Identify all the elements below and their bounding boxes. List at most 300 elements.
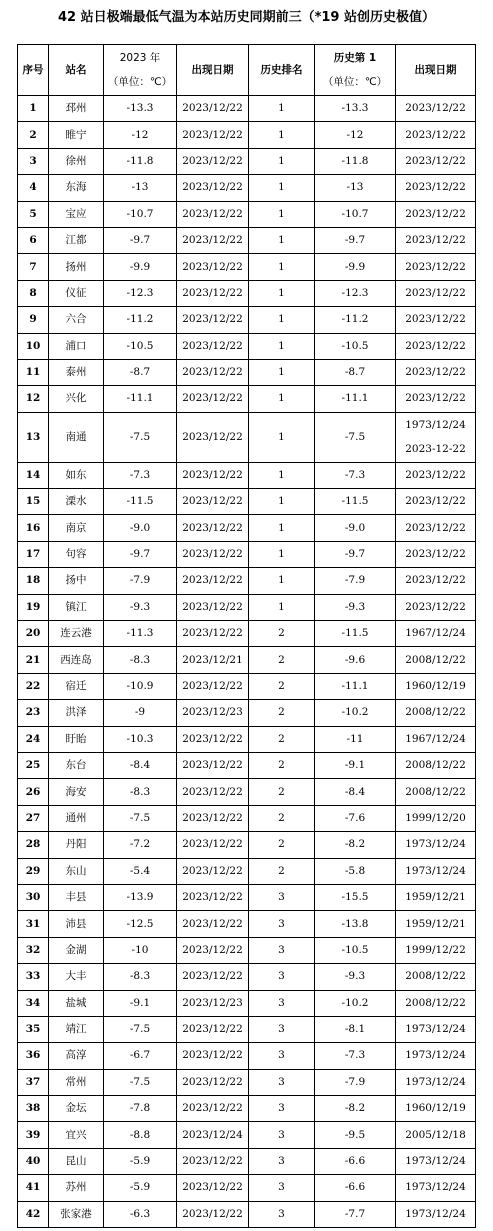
cell-station: 苏州 (49, 1175, 104, 1201)
cell-hist-date: 1959/12/21 (396, 911, 476, 937)
cell-date: 2023/12/22 (177, 673, 249, 699)
cell-hist-value: -11 (315, 726, 396, 752)
cell-hist-value: -11.5 (315, 489, 396, 515)
cell-station: 大丰 (49, 964, 104, 990)
cell-hist-date: 1973/12/24 (396, 1148, 476, 1174)
cell-2023-value: -13 (104, 175, 177, 201)
table-row (18, 673, 476, 699)
cell-2023-value: -9.3 (104, 594, 177, 620)
cell-2023-value: -7.5 (104, 1016, 177, 1042)
header-name: 站名 (49, 45, 104, 96)
cell-2023-value: -6.3 (104, 1201, 177, 1227)
header-seq: 序号 (18, 45, 49, 96)
cell-2023-value: -11.3 (104, 621, 177, 647)
table-row (18, 568, 476, 594)
table-row (18, 911, 476, 937)
table-row (18, 489, 476, 515)
cell-2023-value: -10.9 (104, 673, 177, 699)
cell-hist-date: 1973/12/24 (396, 832, 476, 858)
cell-hist-value: -10.5 (315, 333, 396, 359)
cell-seq: 30 (18, 884, 49, 910)
cell-hist-value: -7.9 (315, 1069, 396, 1095)
cell-rank: 1 (249, 412, 315, 462)
cell-2023-value: -11.5 (104, 489, 177, 515)
cell-hist-date: 1967/12/24 (396, 726, 476, 752)
cell-hist-value: -7.3 (315, 462, 396, 488)
cell-station: 海安 (49, 779, 104, 805)
cell-hist-date: 2008/12/22 (396, 990, 476, 1016)
cell-hist-value: -11.1 (315, 673, 396, 699)
cell-rank: 1 (249, 254, 315, 280)
cell-rank: 2 (249, 832, 315, 858)
cell-station: 睢宁 (49, 122, 104, 148)
cell-date: 2023/12/23 (177, 990, 249, 1016)
header-rank: 历史排名 (249, 45, 315, 96)
cell-2023-value: -10.5 (104, 333, 177, 359)
table-row (18, 1201, 476, 1227)
table-row (18, 386, 476, 412)
cell-station: 昆山 (49, 1148, 104, 1174)
cell-rank: 1 (249, 333, 315, 359)
cell-seq: 5 (18, 201, 49, 227)
table-row (18, 1148, 476, 1174)
cell-2023-value: -10 (104, 937, 177, 963)
cell-hist-date: 1967/12/24 (396, 621, 476, 647)
cell-seq: 38 (18, 1096, 49, 1122)
cell-date: 2023/12/22 (177, 964, 249, 990)
cell-seq: 37 (18, 1069, 49, 1095)
cell-hist-date: 2023/12/22 (396, 386, 476, 412)
cell-hist-value: -10.2 (315, 700, 396, 726)
cell-date: 2023/12/21 (177, 647, 249, 673)
cell-date: 2023/12/22 (177, 412, 249, 462)
table-row (18, 541, 476, 567)
cell-rank: 3 (249, 1043, 315, 1069)
table-row (18, 462, 476, 488)
cell-date: 2023/12/22 (177, 96, 249, 122)
cell-2023-value: -9 (104, 700, 177, 726)
cell-hist-value: -9.6 (315, 647, 396, 673)
cell-2023-value: -10.7 (104, 201, 177, 227)
cell-seq: 29 (18, 858, 49, 884)
cell-station: 金湖 (49, 937, 104, 963)
cell-date: 2023/12/22 (177, 937, 249, 963)
header-hist-date: 出现日期 (396, 45, 476, 96)
header-hist-line1: 历史第 1 (333, 52, 377, 64)
cell-date: 2023/12/24 (177, 1122, 249, 1148)
cell-rank: 1 (249, 541, 315, 567)
cell-seq: 15 (18, 489, 49, 515)
cell-hist-date: 1999/12/20 (396, 805, 476, 831)
cell-hist-date: 2008/12/22 (396, 752, 476, 778)
cell-hist-value: -7.7 (315, 1201, 396, 1227)
cell-seq: 42 (18, 1201, 49, 1227)
cell-hist-date: 1973/12/24 (396, 1069, 476, 1095)
document-title: 42 站日极端最低气温为本站历史同期前三（*19 站创历史极值） (57, 10, 436, 25)
cell-hist-date: 2005/12/18 (396, 1122, 476, 1148)
header-2023 (104, 45, 177, 96)
cell-rank: 1 (249, 148, 315, 174)
cell-station: 洪泽 (49, 700, 104, 726)
cell-rank: 3 (249, 1201, 315, 1227)
cell-seq: 25 (18, 752, 49, 778)
cell-seq: 41 (18, 1175, 49, 1201)
cell-2023-value: -11.2 (104, 307, 177, 333)
cell-hist-value: -10.5 (315, 937, 396, 963)
cell-hist-value: -13 (315, 175, 396, 201)
cell-rank: 1 (249, 568, 315, 594)
cell-2023-value: -8.4 (104, 752, 177, 778)
cell-rank: 1 (249, 386, 315, 412)
cell-2023-value: -12.3 (104, 280, 177, 306)
cell-seq: 31 (18, 911, 49, 937)
cell-station: 溧水 (49, 489, 104, 515)
table-row (18, 1122, 476, 1148)
table-row (18, 858, 476, 884)
cell-date: 2023/12/22 (177, 1096, 249, 1122)
cell-seq: 23 (18, 700, 49, 726)
cell-date: 2023/12/22 (177, 462, 249, 488)
cell-rank: 3 (249, 1148, 315, 1174)
cell-hist-value: -15.5 (315, 884, 396, 910)
cell-hist-date: 2023/12/22 (396, 148, 476, 174)
cell-date: 2023/12/22 (177, 726, 249, 752)
table-row (18, 1069, 476, 1095)
cell-seq: 27 (18, 805, 49, 831)
cell-station: 南通 (49, 412, 104, 462)
cell-rank: 3 (249, 1069, 315, 1095)
cell-date: 2023/12/22 (177, 911, 249, 937)
cell-hist-value: -11.2 (315, 307, 396, 333)
cell-hist-date: 2023/12/22 (396, 280, 476, 306)
cell-hist-date: 2023/12/22 (396, 333, 476, 359)
cell-rank: 3 (249, 1016, 315, 1042)
table-row (18, 1043, 476, 1069)
cell-hist-date: 1973/12/24 (396, 1016, 476, 1042)
table-body (18, 96, 476, 1228)
cell-hist-date-line: 1973/12/24 (405, 419, 466, 432)
cell-date: 2023/12/22 (177, 489, 249, 515)
cell-date: 2023/12/22 (177, 515, 249, 541)
cell-station: 仪征 (49, 280, 104, 306)
table-row (18, 227, 476, 253)
cell-2023-value: -7.5 (104, 412, 177, 462)
cell-station: 丹阳 (49, 832, 104, 858)
cell-date: 2023/12/22 (177, 201, 249, 227)
cell-station: 宿迁 (49, 673, 104, 699)
cell-seq: 24 (18, 726, 49, 752)
cell-date: 2023/12/22 (177, 621, 249, 647)
cell-hist-value: -9.0 (315, 515, 396, 541)
cell-rank: 1 (249, 280, 315, 306)
cell-hist-date: 1960/12/19 (396, 673, 476, 699)
cell-seq: 26 (18, 779, 49, 805)
cell-rank: 2 (249, 805, 315, 831)
cell-2023-value: -9.9 (104, 254, 177, 280)
header-date: 出现日期 (177, 45, 249, 96)
cell-hist-value: -8.4 (315, 779, 396, 805)
cell-station: 徐州 (49, 148, 104, 174)
cell-hist-value: -6.6 (315, 1175, 396, 1201)
cell-station: 靖江 (49, 1016, 104, 1042)
cell-station: 六合 (49, 307, 104, 333)
cell-hist-value: -9.3 (315, 594, 396, 620)
cell-hist-value: -9.7 (315, 227, 396, 253)
cell-rank: 1 (249, 307, 315, 333)
cell-date: 2023/12/22 (177, 752, 249, 778)
cell-rank: 3 (249, 937, 315, 963)
cell-station: 常州 (49, 1069, 104, 1095)
cell-hist-date: 1959/12/21 (396, 884, 476, 910)
cell-rank: 1 (249, 462, 315, 488)
cell-seq: 4 (18, 175, 49, 201)
cell-rank: 2 (249, 647, 315, 673)
cell-date: 2023/12/22 (177, 280, 249, 306)
table-row (18, 1096, 476, 1122)
cell-hist-date: 2008/12/22 (396, 964, 476, 990)
cell-hist-value: -7.3 (315, 1043, 396, 1069)
cell-station: 高淳 (49, 1043, 104, 1069)
cell-rank: 1 (249, 175, 315, 201)
cell-hist-value: -9.3 (315, 964, 396, 990)
cell-hist-value: -11.5 (315, 621, 396, 647)
table-row (18, 515, 476, 541)
cell-2023-value: -12 (104, 122, 177, 148)
cell-rank: 2 (249, 700, 315, 726)
cell-station: 西连岛 (49, 647, 104, 673)
cell-hist-value: -13.3 (315, 96, 396, 122)
table-row (18, 412, 476, 462)
cell-2023-value: -7.9 (104, 568, 177, 594)
cell-seq: 18 (18, 568, 49, 594)
cell-station: 丰县 (49, 884, 104, 910)
cell-hist-date: 2023/12/22 (396, 541, 476, 567)
cell-seq: 17 (18, 541, 49, 567)
cell-hist-date: 2023/12/22 (396, 462, 476, 488)
cell-date: 2023/12/22 (177, 333, 249, 359)
cell-2023-value: -11.8 (104, 148, 177, 174)
cell-hist-value: -10.7 (315, 201, 396, 227)
cell-rank: 2 (249, 673, 315, 699)
cell-hist-date: 2023/12/22 (396, 489, 476, 515)
table-row (18, 1175, 476, 1201)
table-row (18, 175, 476, 201)
cell-hist-date: 2023/12/22 (396, 568, 476, 594)
table-row (18, 1016, 476, 1042)
cell-date: 2023/12/22 (177, 858, 249, 884)
cell-rank: 1 (249, 227, 315, 253)
cell-hist-date (396, 412, 476, 462)
cell-hist-value: -10.2 (315, 990, 396, 1016)
cell-seq: 21 (18, 647, 49, 673)
cell-seq: 1 (18, 96, 49, 122)
cell-hist-date: 2023/12/22 (396, 201, 476, 227)
cell-hist-date: 2008/12/22 (396, 700, 476, 726)
cell-station: 句容 (49, 541, 104, 567)
cell-hist-date: 2023/12/22 (396, 594, 476, 620)
cell-hist-value: -7.9 (315, 568, 396, 594)
cell-hist-date: 2023/12/22 (396, 175, 476, 201)
cell-seq: 19 (18, 594, 49, 620)
header-2023-line1: 2023 年 (119, 52, 161, 64)
cell-seq: 7 (18, 254, 49, 280)
cell-station: 兴化 (49, 386, 104, 412)
table-row (18, 333, 476, 359)
cell-date: 2023/12/22 (177, 227, 249, 253)
cell-station: 泰州 (49, 359, 104, 385)
cell-2023-value: -11.1 (104, 386, 177, 412)
cell-rank: 3 (249, 1096, 315, 1122)
cell-rank: 3 (249, 964, 315, 990)
cell-hist-value: -13.8 (315, 911, 396, 937)
cell-seq: 36 (18, 1043, 49, 1069)
cell-station: 东山 (49, 858, 104, 884)
cell-2023-value: -9.7 (104, 541, 177, 567)
cell-rank: 3 (249, 884, 315, 910)
cell-hist-date: 1973/12/24 (396, 1201, 476, 1227)
cell-seq: 35 (18, 1016, 49, 1042)
cell-station: 宝应 (49, 201, 104, 227)
table-row (18, 805, 476, 831)
cell-rank: 1 (249, 594, 315, 620)
cell-hist-date: 2023/12/22 (396, 307, 476, 333)
cell-seq: 11 (18, 359, 49, 385)
header-2023-line2: （单位：℃） (107, 76, 173, 88)
cell-date: 2023/12/22 (177, 568, 249, 594)
cell-hist-date: 2023/12/22 (396, 96, 476, 122)
cell-rank: 1 (249, 122, 315, 148)
table-row (18, 700, 476, 726)
table-row (18, 359, 476, 385)
cell-hist-value: -8.7 (315, 359, 396, 385)
cell-seq: 28 (18, 832, 49, 858)
cell-date: 2023/12/22 (177, 1148, 249, 1174)
cell-2023-value: -7.5 (104, 1069, 177, 1095)
table-row (18, 621, 476, 647)
cell-date: 2023/12/22 (177, 594, 249, 620)
cell-seq: 32 (18, 937, 49, 963)
cell-seq: 39 (18, 1122, 49, 1148)
cell-date: 2023/12/22 (177, 1069, 249, 1095)
cell-seq: 22 (18, 673, 49, 699)
cell-date: 2023/12/22 (177, 1201, 249, 1227)
cell-seq: 8 (18, 280, 49, 306)
cell-date: 2023/12/22 (177, 1016, 249, 1042)
cell-seq: 16 (18, 515, 49, 541)
cell-hist-value: -9.1 (315, 752, 396, 778)
cell-station: 江都 (49, 227, 104, 253)
cell-seq: 6 (18, 227, 49, 253)
cell-2023-value: -7.3 (104, 462, 177, 488)
cell-2023-value: -13.9 (104, 884, 177, 910)
cell-station: 镇江 (49, 594, 104, 620)
cell-hist-value: -7.5 (315, 412, 396, 462)
header-hist-line2: （单位：℃） (322, 76, 388, 88)
cell-hist-value: -5.8 (315, 858, 396, 884)
cell-seq: 10 (18, 333, 49, 359)
cell-seq: 20 (18, 621, 49, 647)
cell-rank: 2 (249, 726, 315, 752)
cell-2023-value: -7.5 (104, 805, 177, 831)
table-row (18, 122, 476, 148)
cell-date: 2023/12/22 (177, 359, 249, 385)
cell-station: 金坛 (49, 1096, 104, 1122)
cell-station: 东台 (49, 752, 104, 778)
cell-date: 2023/12/22 (177, 1175, 249, 1201)
cell-rank: 2 (249, 858, 315, 884)
cell-station: 浦口 (49, 333, 104, 359)
cell-date: 2023/12/23 (177, 700, 249, 726)
table-row (18, 96, 476, 122)
cell-seq: 34 (18, 990, 49, 1016)
cell-2023-value: -10.3 (104, 726, 177, 752)
cell-hist-date: 2008/12/22 (396, 647, 476, 673)
cell-hist-date: 1960/12/19 (396, 1096, 476, 1122)
cell-hist-value: -12.3 (315, 280, 396, 306)
cell-hist-date: 2023/12/22 (396, 122, 476, 148)
cell-date: 2023/12/22 (177, 175, 249, 201)
table-row (18, 726, 476, 752)
table-row (18, 307, 476, 333)
table-row (18, 148, 476, 174)
cell-hist-value: -9.7 (315, 541, 396, 567)
cell-2023-value: -8.3 (104, 779, 177, 805)
cell-station: 如东 (49, 462, 104, 488)
cell-station: 邳州 (49, 96, 104, 122)
cell-hist-date: 1999/12/22 (396, 937, 476, 963)
cell-station: 盐城 (49, 990, 104, 1016)
cell-station: 南京 (49, 515, 104, 541)
cell-date: 2023/12/22 (177, 1043, 249, 1069)
cell-seq: 40 (18, 1148, 49, 1174)
table-row (18, 254, 476, 280)
table-row (18, 990, 476, 1016)
cell-station: 通州 (49, 805, 104, 831)
cell-hist-value: -8.2 (315, 832, 396, 858)
table-row (18, 964, 476, 990)
cell-station: 东海 (49, 175, 104, 201)
cell-rank: 1 (249, 489, 315, 515)
cell-hist-date: 2023/12/22 (396, 359, 476, 385)
cell-hist-value: -9.9 (315, 254, 396, 280)
cell-hist-date: 1973/12/24 (396, 1175, 476, 1201)
cell-rank: 1 (249, 359, 315, 385)
cell-date: 2023/12/22 (177, 122, 249, 148)
table-row (18, 884, 476, 910)
cell-station: 扬中 (49, 568, 104, 594)
cell-2023-value: -6.7 (104, 1043, 177, 1069)
cell-hist-value: -9.5 (315, 1122, 396, 1148)
cell-seq: 3 (18, 148, 49, 174)
cell-rank: 1 (249, 96, 315, 122)
cell-hist-value: -6.6 (315, 1148, 396, 1174)
table-row (18, 280, 476, 306)
cell-rank: 3 (249, 1175, 315, 1201)
cell-hist-value: -11.8 (315, 148, 396, 174)
cell-date: 2023/12/22 (177, 805, 249, 831)
cell-station: 张家港 (49, 1201, 104, 1227)
cell-seq: 14 (18, 462, 49, 488)
cell-seq: 13 (18, 412, 49, 462)
table-header-row (18, 45, 476, 96)
cell-2023-value: -7.2 (104, 832, 177, 858)
cell-2023-value: -5.4 (104, 858, 177, 884)
cell-2023-value: -8.3 (104, 964, 177, 990)
cell-seq: 12 (18, 386, 49, 412)
cell-date: 2023/12/22 (177, 254, 249, 280)
cell-hist-date-line: 2023-12-22 (405, 443, 466, 456)
cell-hist-value: -11.1 (315, 386, 396, 412)
